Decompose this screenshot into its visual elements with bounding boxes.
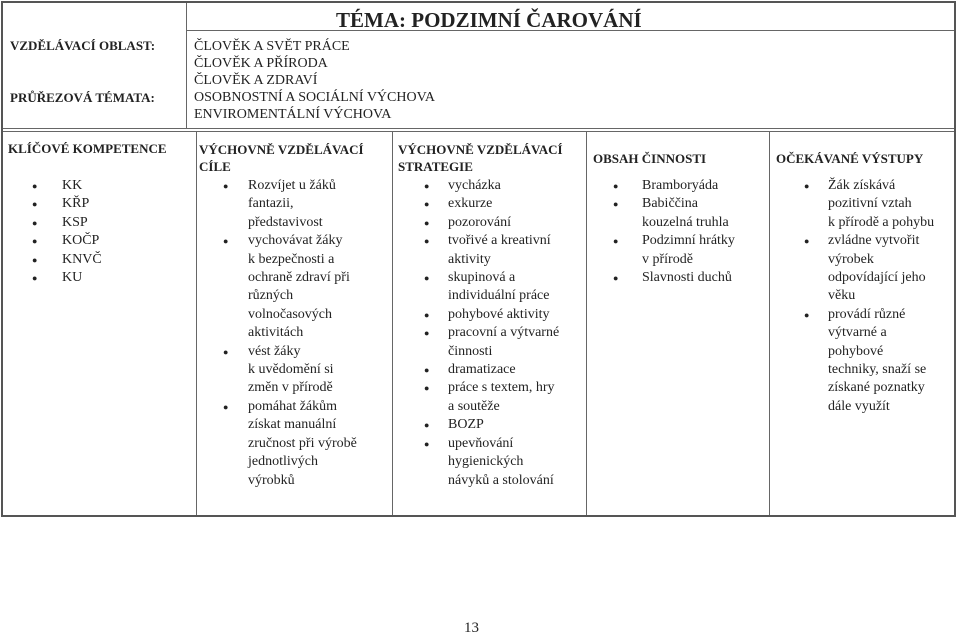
outcomes-item-continuation: výtvarné a — [828, 325, 887, 341]
header-column-divider — [186, 3, 187, 128]
goals-item-continuation: změn v přírodě — [248, 380, 333, 396]
area-value: ČLOVĚK A ZDRAVÍ — [194, 73, 318, 88]
content-item: ● Podzimní hrátky — [642, 232, 764, 250]
strategies-item-continuation: činnosti — [448, 343, 493, 359]
outcomes-item-continuation: dále využít — [828, 398, 890, 414]
strategies-item: ● skupinová a — [448, 269, 584, 287]
theme-value: OSOBNOSTNÍ A SOCIÁLNÍ VÝCHOVA — [194, 90, 436, 105]
strategies-item: ● dramatizace — [448, 361, 584, 379]
goals-item-continuation: získat manuální — [248, 417, 337, 433]
goals-item-continuation: k bezpečnosti a — [248, 251, 335, 267]
header-divider — [3, 128, 954, 129]
strategies-item: ● pozorování — [448, 214, 584, 232]
goals-item-continuation: zručnost při výrobě — [248, 435, 357, 451]
content-item-continuation: v přírodě — [642, 251, 693, 267]
page-number: 13 — [464, 620, 479, 636]
content-item: ● Slavnosti duchů — [642, 269, 764, 287]
strategies-header-line: STRATEGIE — [398, 159, 473, 174]
strategies-item-continuation: aktivity — [448, 251, 491, 267]
goals-item-continuation: ochraně zdraví při — [248, 270, 350, 286]
strategies-item: ● exkurze — [448, 195, 584, 213]
outcomes-item-continuation: techniky, snaží se — [828, 362, 927, 378]
outcomes-item-continuation: získané poznatky — [828, 380, 925, 396]
goals-item: ● Rozvíjet u žáků — [248, 177, 388, 195]
strategies-item: ● tvořivé a kreativní — [448, 232, 584, 250]
goals-item-continuation: představivost — [248, 214, 323, 230]
strategies-header — [398, 141, 563, 175]
topic-title — [336, 8, 642, 33]
competences-list — [62, 177, 182, 287]
outcomes-item: ● zvládne vytvořit — [828, 232, 952, 250]
outcomes-list — [828, 177, 952, 416]
goals-header-line: CÍLE — [199, 159, 231, 174]
competences-item: ● KŘP — [62, 195, 182, 213]
strategies-item: ● pohybové aktivity — [448, 306, 584, 324]
outcomes-item-continuation: výrobek — [828, 251, 874, 267]
strategies-header-line: VÝCHOVNĚ VZDĚLÁVACÍ — [398, 142, 563, 157]
topic-prefix: TÉMA: — [336, 8, 412, 32]
outcomes-item: ● Žák získává — [828, 177, 952, 195]
area-values — [194, 38, 435, 123]
outcomes-item-continuation: pohybové — [828, 343, 884, 359]
goals-item-continuation: k uvědomění si — [248, 362, 334, 378]
goals-header — [199, 141, 364, 175]
goals-item-continuation: aktivitách — [248, 325, 304, 341]
outcomes-item-continuation: věku — [828, 288, 856, 304]
topic-name: PODZIMNÍ ČAROVÁNÍ — [411, 8, 642, 32]
header-divider-double — [3, 131, 954, 132]
goals-item-continuation: výrobků — [248, 472, 295, 488]
outcomes-item-continuation: k přírodě a pohybu — [828, 214, 935, 230]
competences-item: ● KU — [62, 269, 182, 287]
outcomes-item: ● provádí různé — [828, 306, 952, 324]
area-value: ČLOVĚK A SVĚT PRÁCE — [194, 39, 350, 54]
goals-item: ● vést žáky — [248, 343, 388, 361]
goals-header-line: VÝCHOVNĚ VZDĚLÁVACÍ — [199, 142, 364, 157]
strategies-item: ● upevňování — [448, 435, 584, 453]
content-list — [642, 177, 764, 287]
area-label: VZDĚLÁVACÍ OBLAST: — [10, 38, 156, 53]
theme-value: ENVIROMENTÁLNÍ VÝCHOVA — [194, 107, 392, 122]
content-header: OBSAH ČINNOSTI — [593, 151, 707, 166]
competences-item: ● KSP — [62, 214, 182, 232]
strategies-item: ● práce s textem, hry — [448, 379, 584, 397]
goals-item-continuation: fantazii, — [248, 196, 294, 212]
competences-item: ● KK — [62, 177, 182, 195]
content-item-continuation: kouzelná truhla — [642, 214, 729, 230]
strategies-item: ● BOZP — [448, 416, 584, 434]
strategies-list — [448, 177, 584, 490]
strategies-item-continuation: individuální práce — [448, 288, 550, 304]
column-divider-1 — [196, 131, 197, 515]
themes-label: PRŮŘEZOVÁ TÉMATA: — [10, 90, 155, 105]
strategies-item: ● pracovní a výtvarné — [448, 324, 584, 342]
content-item: ● Bramboryáda — [642, 177, 764, 195]
strategies-item: ● vycházka — [448, 177, 584, 195]
strategies-item-continuation: a soutěže — [448, 398, 500, 414]
strategies-item-continuation: hygienických — [448, 454, 524, 470]
goals-item: ● vychovávat žáky — [248, 232, 388, 250]
competences-item: ● KOČP — [62, 232, 182, 250]
goals-item: ● pomáhat žákům — [248, 398, 388, 416]
goals-list — [248, 177, 388, 490]
competences-header: KLÍČOVÉ KOMPETENCE — [8, 141, 167, 156]
content-item: ● Babiččina — [642, 195, 764, 213]
column-divider-4 — [769, 131, 770, 515]
outcomes-item-continuation: odpovídající jeho — [828, 270, 926, 286]
goals-item-continuation: různých — [248, 288, 294, 304]
strategies-item-continuation: návyků a stolování — [448, 472, 554, 488]
goals-item-continuation: volnočasových — [248, 306, 332, 322]
column-divider-3 — [586, 131, 587, 515]
outcomes-header: OČEKÁVANÉ VÝSTUPY — [776, 151, 924, 166]
column-divider-2 — [392, 131, 393, 515]
competences-item: ● KNVČ — [62, 251, 182, 269]
goals-item-continuation: jednotlivých — [248, 454, 318, 470]
area-value: ČLOVĚK A PŘÍRODA — [194, 56, 328, 71]
outcomes-item-continuation: pozitivní vztah — [828, 196, 912, 212]
